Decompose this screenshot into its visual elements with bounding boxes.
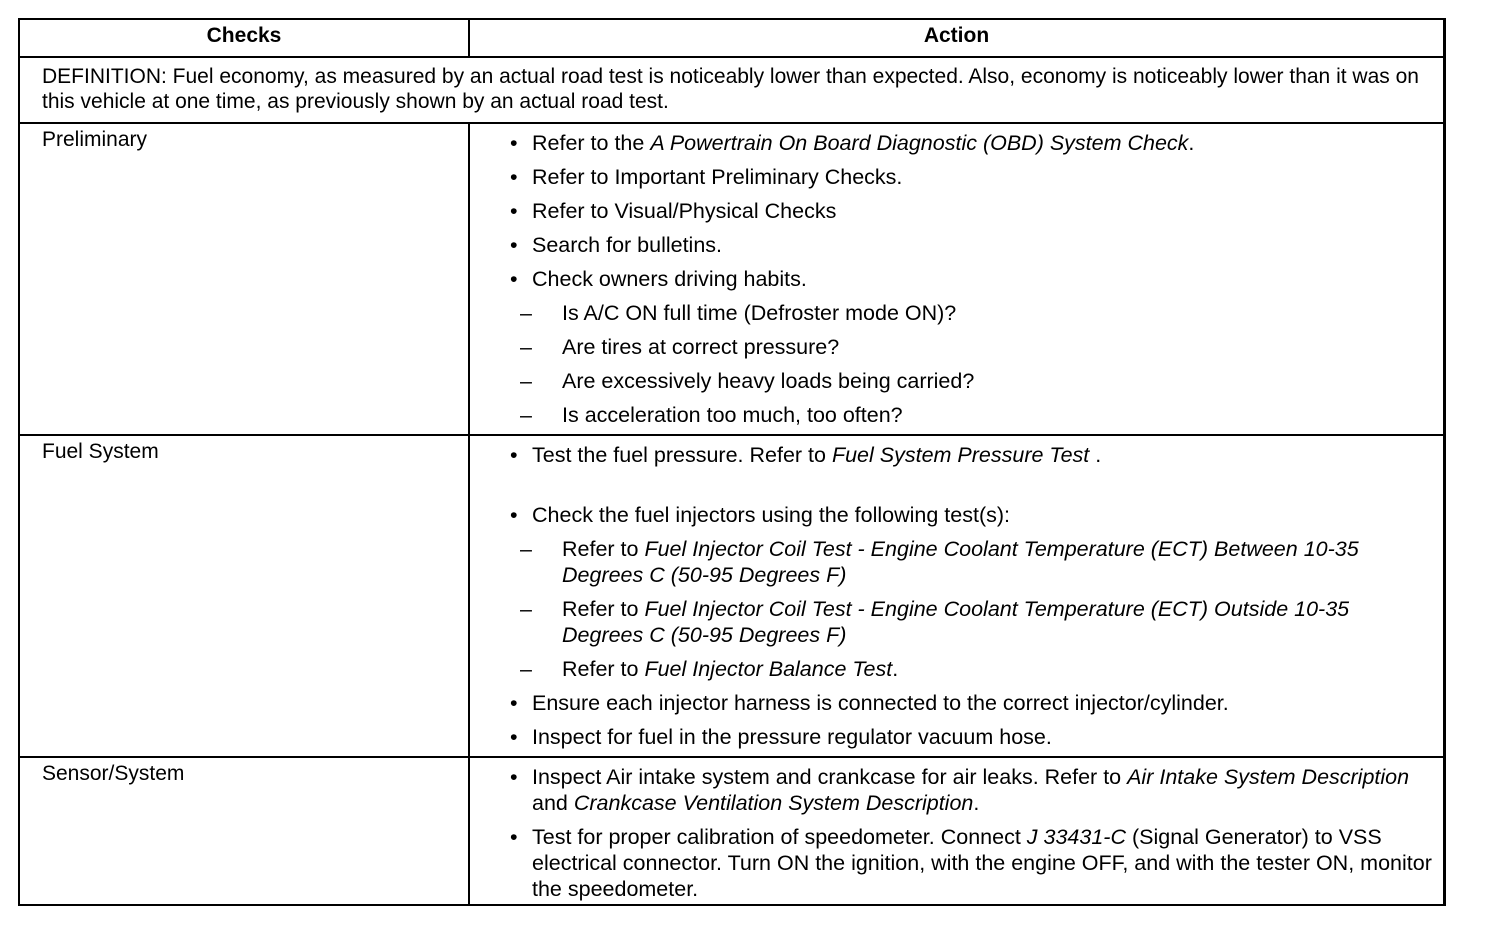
check-label-fuel-system: Fuel System [20,436,470,756]
list-item: • Refer to Visual/Physical Checks [510,199,837,223]
check-label-preliminary: Preliminary [20,124,470,434]
list-item: • Inspect for fuel in the pressure regulator vacuum hose. [510,725,1052,749]
list-item: • Test for proper calibration of speedometer. Connect J 33431-C (Signal Generator) to VSS electrical connector. Turn ON the ignition, with the engine OFF, and with the tester ON, monitor the speedometer. [510,825,1432,901]
checks-column-header: Checks [20,20,470,56]
sub-list-item: – Are excessively heavy loads being carried? [520,369,975,393]
list-item: • Check owners driving habits. [510,267,807,291]
sub-list-item: – Is A/C ON full time (Defroster mode ON)? [520,301,957,325]
list-item: • Inspect Air intake system and crankcase for air leaks. Refer to Air Intake System Description and Crankcase Ventilation System Description. [510,765,1410,815]
table-row-preliminary [20,124,1443,436]
diagnostic-table [18,18,1446,906]
definition-row [20,58,1443,124]
list-item: • Search for bulletins. [510,233,723,257]
sub-list-item: – Is acceleration too much, too often? [520,403,903,427]
action-cell-sensor-system [470,758,1443,904]
sub-list-item: – Are tires at correct pressure? [520,335,840,359]
list-item: • Check the fuel injectors using the following test(s): [510,503,1011,527]
action-column-header: Action [923,24,990,47]
table-row-fuel-system [20,436,1443,758]
check-label-sensor-system: Sensor/System [20,758,470,904]
list-item: • Refer to Important Preliminary Checks. [510,165,903,189]
definition-text: DEFINITION: Fuel economy, as measured by an actual road test is noticeably lower than expected. Also, economy is noticeably lower than it was on this vehicle at one time, as previously shown by an actual road test. [42,65,1419,113]
list-item: • Ensure each injector harness is connected to the correct injector/cylinder. [510,691,1229,715]
list-item: • Refer to the A Powertrain On Board Diagnostic (OBD) System Check. [510,131,1195,155]
table-header-row [20,20,1443,58]
action-cell-fuel-system [470,436,1443,756]
sub-list-item: – Refer to Fuel Injector Balance Test. [520,657,899,681]
sub-list-item: – Refer to Fuel Injector Coil Test - Engine Coolant Temperature (ECT) Outside 10-35 Degrees C (50-95 Degrees F) [520,597,1350,647]
list-item: • Test the fuel pressure. Refer to Fuel System Pressure Test . [510,443,1102,467]
sub-list-item: – Refer to Fuel Injector Coil Test - Engine Coolant Temperature (ECT) Between 10-35 Degrees C (50-95 Degrees F) [520,537,1359,587]
action-cell-preliminary [470,124,1443,434]
table-row-sensor-system [20,758,1443,904]
